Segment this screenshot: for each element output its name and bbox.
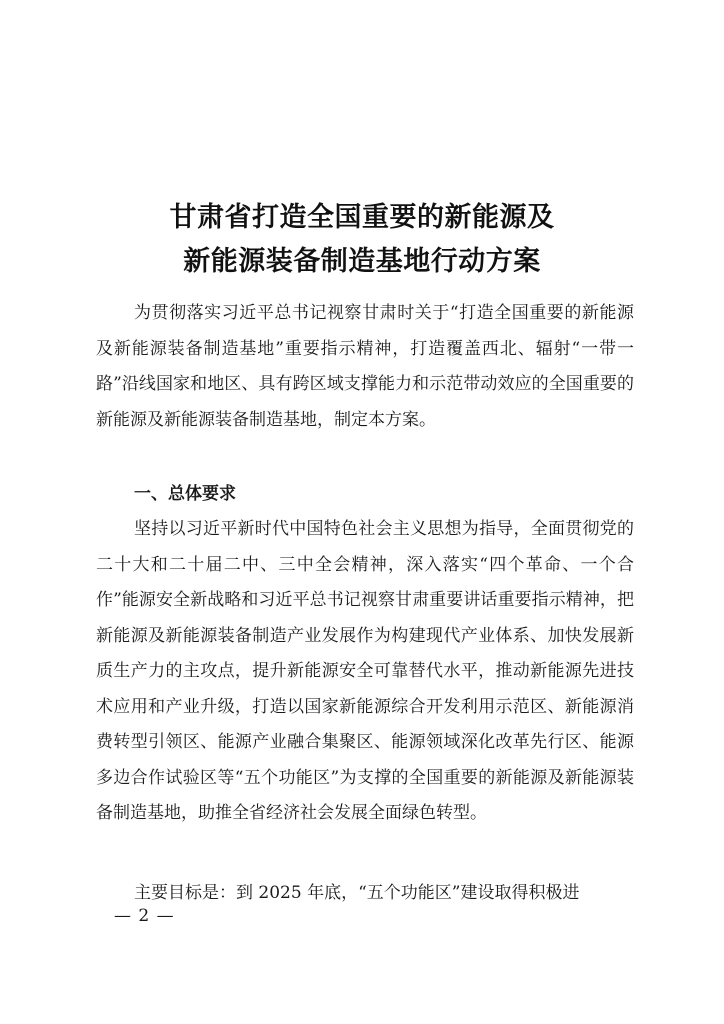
goals-paragraph: 主要目标是：到 2025 年底，“五个功能区”建设取得积极进 xyxy=(134,883,580,903)
document-title-line-2: 新能源装备制造基地行动方案 xyxy=(183,246,541,277)
intro-paragraph: 为贯彻落实习近平总书记视察甘肃时关于“打造全国重要的新能源及新能源装备制造基地”重要指示精神，打造覆盖西北、辐射“一带一路”沿线国家和地区、具有跨区域支撑能力和示范带动效应的全国重要的新能源及新能源装备制造基地，制定本方案。 xyxy=(96,303,634,430)
section-paragraph: 坚持以习近平新时代中国特色社会主义思想为指导，全面贯彻党的二十大和二十届二中、三中全会精神，深入落实“四个革命、一个合作”能源安全新战略和习近平总书记视察甘肃重要讲话重要指示精神，把新能源及新能源装备制造产业发展作为构建现代产业体系、加快发展新质生产力的主攻点，提升新能源安全可靠替代水平，推动新能源先进技术应用和产业升级，打造以国家新能源综合开发利用示范区、新能源消费转型引领区、能源产业融合集聚区、能源领域深化改革先行区、能源多边合作试验区等“五个功能区”为支撑的全国重要的新能源及新能源装备制造基地，助推全省经济社会发展全面绿色转型。 xyxy=(96,519,634,823)
document-title-line-1: 甘肃省打造全国重要的新能源及 xyxy=(169,202,555,233)
section-heading: 一、总体要求 xyxy=(134,484,236,504)
page-number: — 2 — xyxy=(114,906,175,926)
